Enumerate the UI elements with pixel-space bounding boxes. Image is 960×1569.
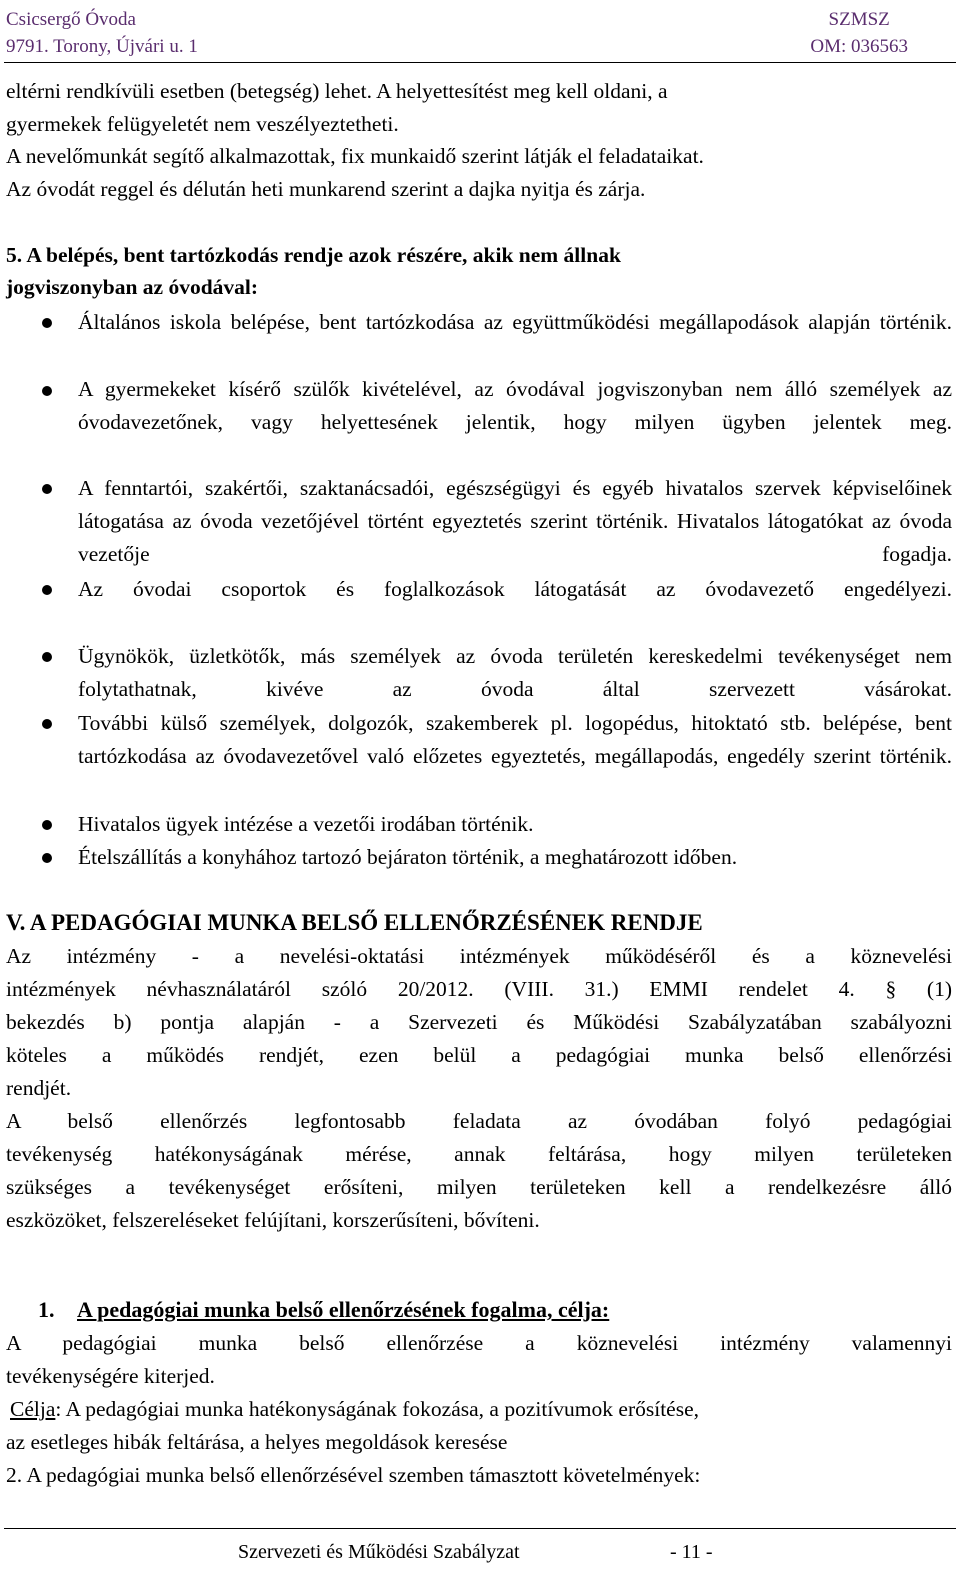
para2-line-1: A belső ellenőrzés legfontosabb feladata az óvodában folyó pedagógiai [6, 1109, 952, 1133]
footer-title: Szervezeti és Működési Szabályzat [238, 1541, 520, 1563]
goal-line-2: az esetleges hibák feltárása, a helyes megoldások keresése [6, 1430, 508, 1454]
intro-line-1: eltérni rendkívüli esetben (betegség) lehet. A helyettesítést meg kell oldani, a [6, 79, 668, 103]
bullet-icon [42, 652, 52, 662]
bullet-icon [42, 318, 52, 328]
subheading-number: 1. [38, 1297, 55, 1322]
bullet-icon [42, 719, 52, 729]
list-item: Ételszállítás a konyhához tartozó bejáraton történik, a meghatározott időben. [78, 845, 738, 869]
section-5-heading-line-2: jogviszonyban az óvodával: [6, 275, 259, 299]
para1-line-5: rendjét. [6, 1076, 72, 1100]
para2-line-3: szükséges a tevékenységet erősíteni, milyen területeken kell a rendelkezésre álló [6, 1175, 952, 1199]
goal-label: Célja [10, 1397, 56, 1421]
bullet-icon [42, 585, 52, 595]
list-item: A fenntartói, szakértői, szaktanácsadói, egészségügyi és egyéb hivatalos szervek képviselőinek látogatása az óvoda vezetőjével történt egyeztetés szerint történik. Hivatalos látogatókat az óvoda vezetője fogadja. [78, 476, 952, 566]
header-right [810, 6, 908, 60]
bullet-icon [42, 484, 52, 494]
intro-line-3: A nevelőmunkát segítő alkalmazottak, fix munkaidő szerint látják el feladataikat. [6, 144, 704, 168]
sub1-line-2: tevékenységére kiterjed. [6, 1364, 215, 1388]
list-item: Ügynökök, üzletkötők, más személyek az óvoda területén kereskedelmi tevékenységet nem folytathatnak, kivéve az óvoda által szervezett vásárokat. [78, 644, 952, 701]
para2-line-2: tevékenység hatékonyságának mérése, annak feltárása, hogy milyen területeken [6, 1142, 952, 1166]
goal-text: : A pedagógiai munka hatékonyságának fokozása, a pozitívumok erősítése, [55, 1397, 699, 1421]
page-number: - 11 - [670, 1541, 713, 1563]
intro-line-4: Az óvodát reggel és délután heti munkarend szerint a dajka nyitja és zárja. [6, 177, 646, 201]
chapter-title: V. A PEDAGÓGIAI MUNKA BELSŐ ELLENŐRZÉSÉNEK RENDJE [6, 910, 703, 935]
doc-code: SZMSZ [828, 9, 890, 30]
org-name: Csicsergő Óvoda [6, 9, 136, 30]
para2-line-4: eszközöket, felszereléseket felújítani, korszerűsíteni, bővíteni. [6, 1208, 540, 1232]
list-item: Az óvodai csoportok és foglalkozások látogatását az óvodavezető engedélyezi. [78, 577, 952, 601]
list-item: A gyermekeket kísérő szülők kivételével, az óvodával jogviszonyban nem álló személyek az óvodavezetőnek, vagy helyettesének jelentik, hogy milyen ügyben jelentek meg. [78, 377, 952, 434]
bullet-icon [42, 820, 52, 830]
list-item: Általános iskola belépése, bent tartózkodása az együttműködési megállapodások alapján történik. [78, 310, 952, 334]
goal-line [10, 1393, 699, 1425]
list-item: További külső személyek, dolgozók, szakemberek pl. logopédus, hitoktató stb. belépése, bent tartózkodása az óvodavezetővel való előzetes egyeztetés, megállapodás, engedély szerint történik. [78, 711, 952, 768]
list-item: Hivatalos ügyek intézése a vezetői irodában történik. [78, 812, 534, 836]
sub1-line-1: A pedagógiai munka belső ellenőrzése a köznevelési intézmény valamennyi [6, 1331, 952, 1355]
subheading-title: A pedagógiai munka belső ellenőrzésének fogalma, célja: [77, 1297, 610, 1322]
org-address: 9791. Torony, Újvári u. 1 [6, 36, 198, 57]
para1-line-2: intézmények névhasználatáról szóló 20/2012. (VIII. 31.) EMMI rendelet 4. § (1) [6, 977, 952, 1001]
section-5-heading-line-1: 5. A belépés, bent tartózkodás rendje azok részére, akik nem állnak [6, 243, 621, 267]
om-number: OM: 036563 [810, 36, 908, 57]
page-header [0, 0, 960, 64]
bullet-icon [42, 386, 52, 396]
intro-line-2: gyermekek felügyeletét nem veszélyeztetheti. [6, 112, 399, 136]
para1-line-4: köteles a működés rendjét, ezen belül a pedagógiai munka belső ellenőrzési [6, 1043, 952, 1067]
header-divider [4, 62, 956, 63]
header-left [6, 6, 198, 60]
requirements-line: 2. A pedagógiai munka belső ellenőrzésével szemben támasztott követelmények: [6, 1463, 701, 1487]
bullet-icon [42, 853, 52, 863]
para1-line-3: bekezdés b) pontja alapján - a Szervezeti és Működési Szabályzatában szabályozni [6, 1010, 952, 1034]
footer-divider [4, 1528, 956, 1529]
para1-line-1: Az intézmény - a nevelési-oktatási intézmények működéséről és a köznevelési [6, 944, 952, 968]
